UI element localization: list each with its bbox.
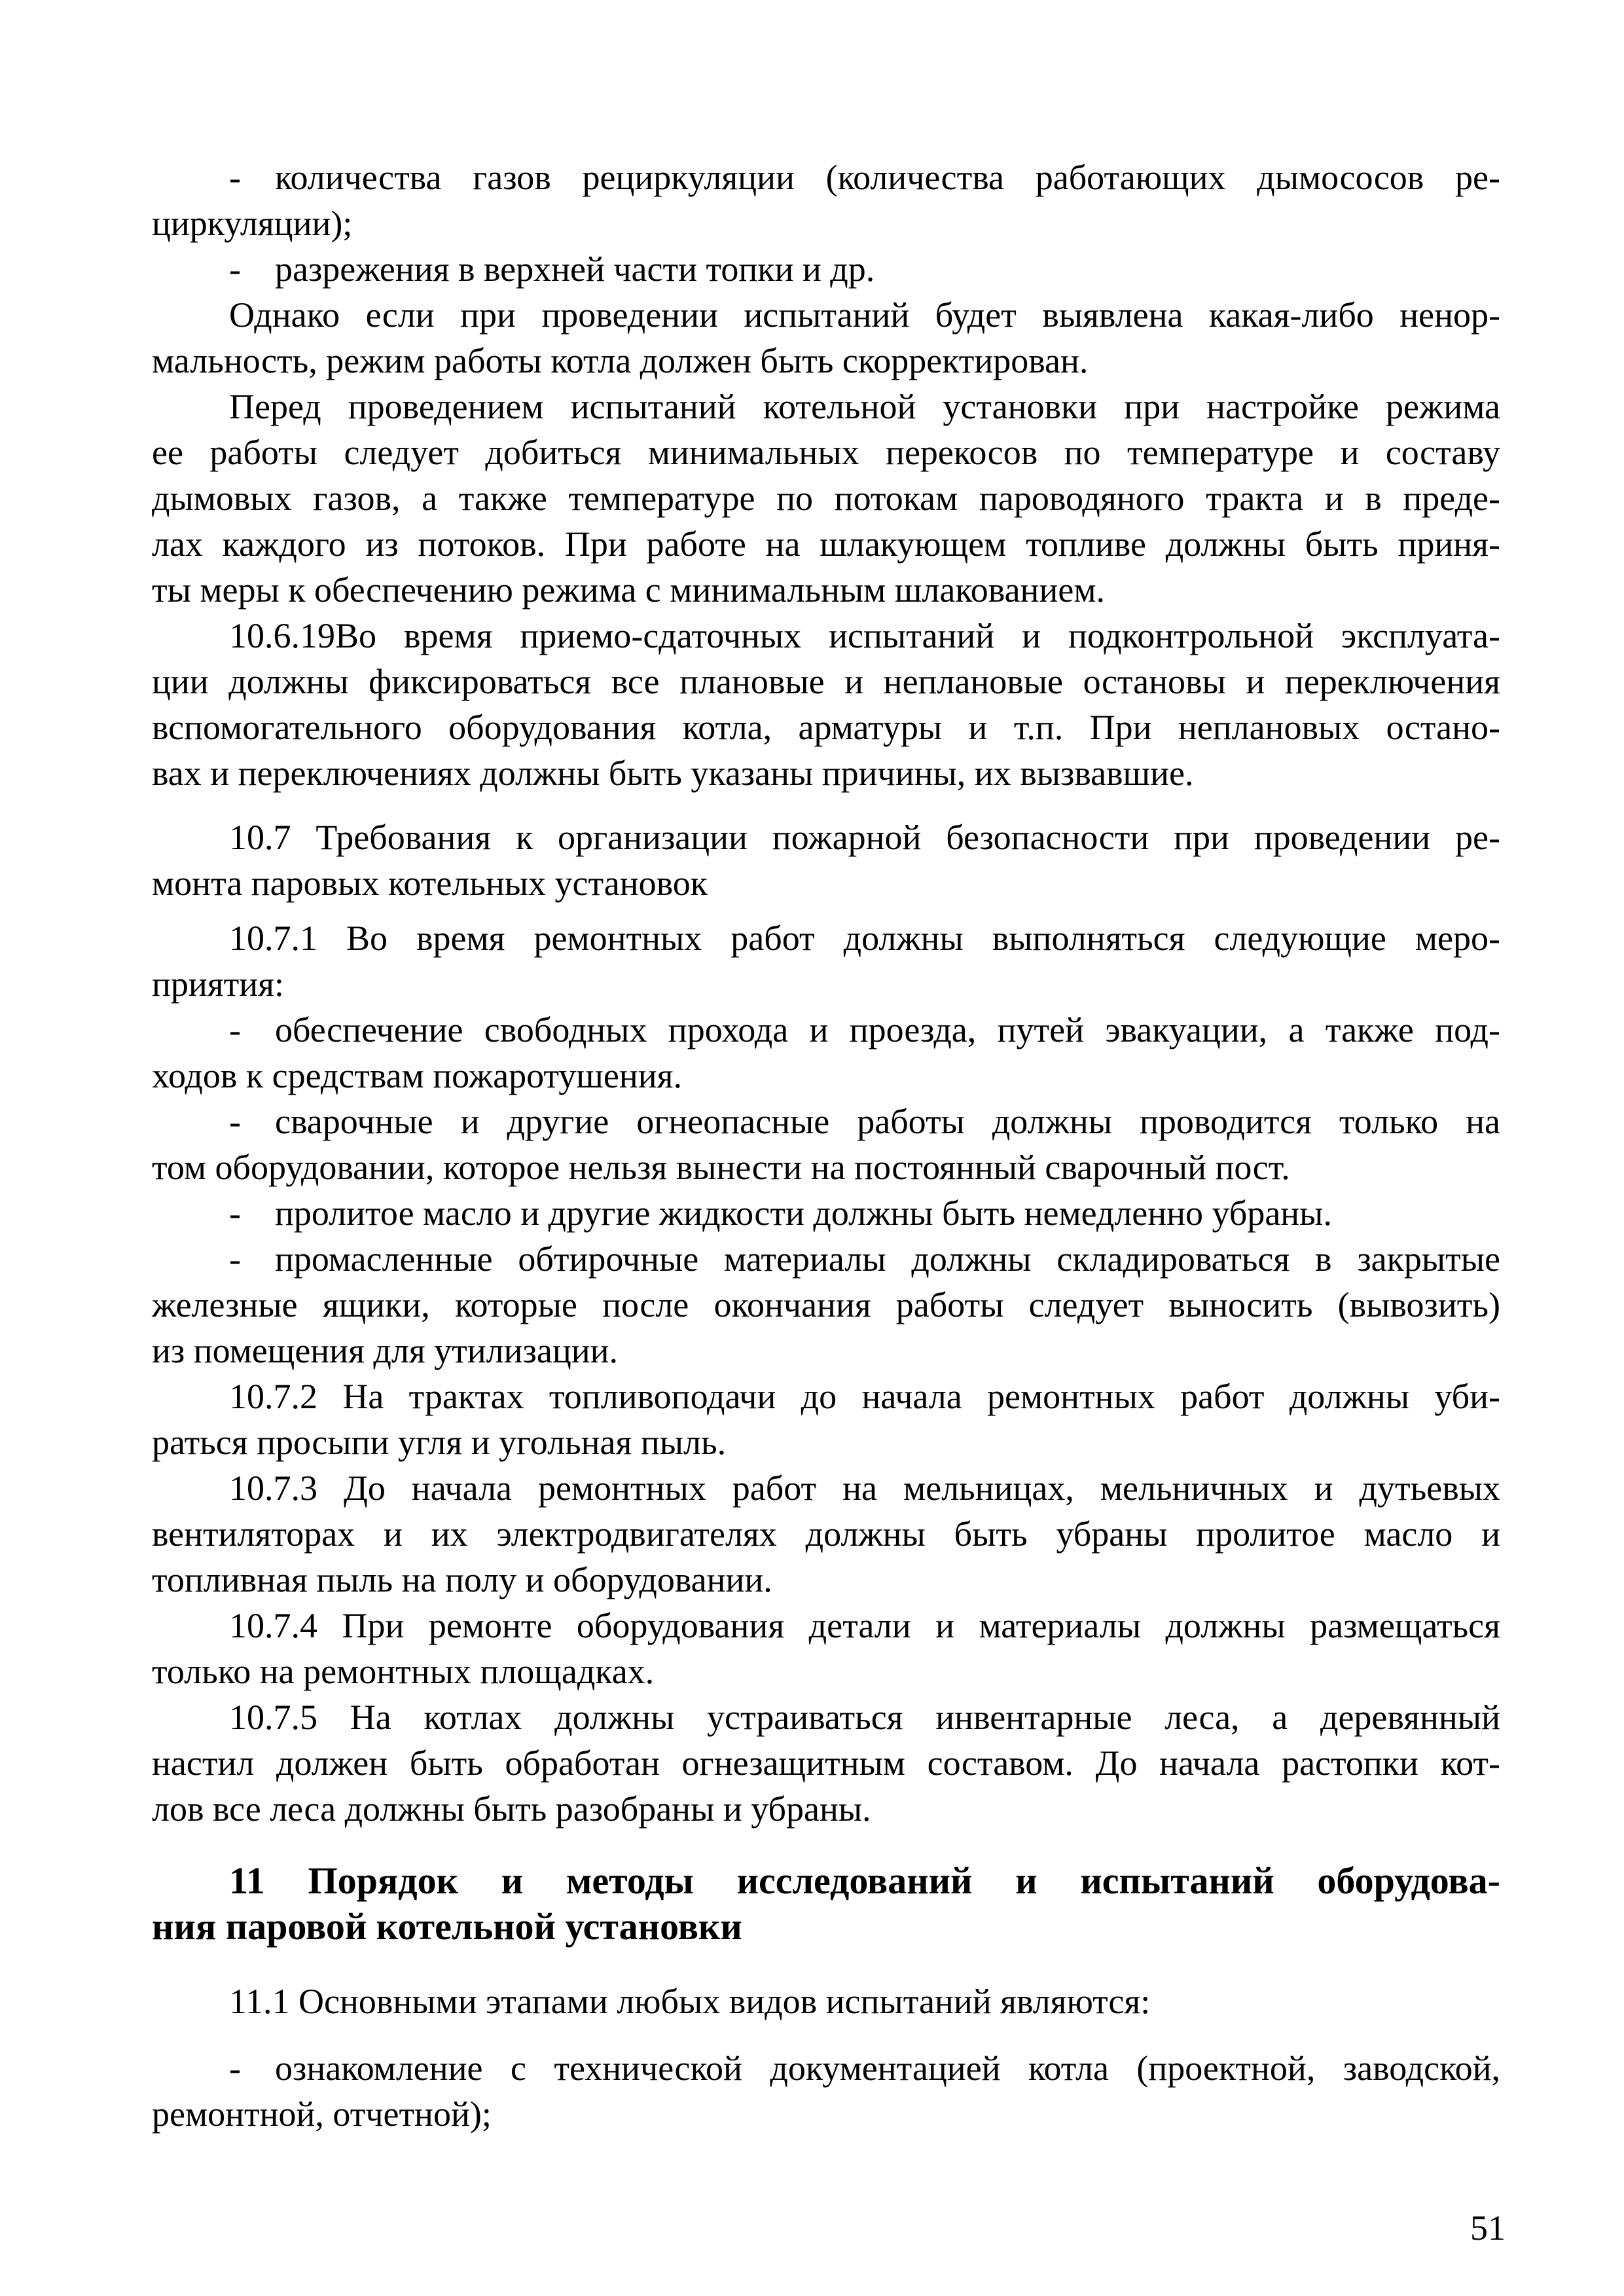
paragraph <box>152 1465 1500 1603</box>
section-heading <box>152 1858 1500 1950</box>
text-line: железные ящики, которые после окончания работы следует выносить (вывозить) <box>152 1285 1500 1324</box>
text-line: ты меры к обеспечению режима с минимальным шлакованием. <box>152 570 1105 610</box>
text-line: из помещения для утилизации. <box>152 1331 619 1370</box>
text-line: вентиляторах и их электродвигателях должны быть убраны пролитое масло и <box>152 1514 1500 1554</box>
list-dash: - <box>229 2049 241 2088</box>
text-line: монта паровых котельных установок <box>152 864 708 903</box>
text-line: Однако если при проведении испытаний будет выявлена какая-либо ненор- <box>229 295 1500 335</box>
text-line: 11 Порядок и методы исследований и испытаний оборудова- <box>229 1859 1500 1902</box>
text-line: ремонтной, отчетной); <box>152 2094 492 2134</box>
text-line: 10.7.4 При ремонте оборудования детали и материалы должны размещаться <box>229 1606 1500 1645</box>
text-line: лов все леса должны быть разобраны и убраны. <box>152 1789 871 1829</box>
paragraph <box>152 1694 1500 1832</box>
text-line: ния паровой котельной установки <box>152 1905 742 1948</box>
text-line: циркуляции); <box>152 204 353 243</box>
text-line: ции должны фиксироваться все плановые и неплановые остановы и переключения <box>152 662 1500 701</box>
text-line: 11.1 Основными этапами любых видов испытаний являются: <box>229 1982 1151 2021</box>
list-dash: - <box>229 1010 241 1049</box>
text-line: ходов к средствам пожаротушения. <box>152 1056 682 1095</box>
text-line: мальность, режим работы котла должен быть скорректирован. <box>152 341 1089 380</box>
paragraph <box>152 1190 1500 1236</box>
text-line: 10.6.19Во время приемо-сдаточных испытаний и подконтрольной эксплуата- <box>229 616 1500 655</box>
text-line: - сварочные и другие огнеопасные работы должны проводится только на <box>152 1099 1500 1144</box>
text-line: - обеспечение свободных прохода и проезда, путей эвакуации, а также под- <box>152 1007 1500 1053</box>
text-line: настил должен быть обработан огнезащитным составом. До начала растопки кот- <box>152 1743 1500 1783</box>
text-line: 10.7.5 На котлах должны устраиваться инвентарные леса, а деревянный <box>229 1698 1500 1737</box>
page-number: 51 <box>1470 2208 1506 2248</box>
paragraph <box>152 384 1500 613</box>
paragraph <box>152 1603 1500 1694</box>
text-line: 10.7.3 До начала ремонтных работ на мельницах, мельничных и дутьевых <box>229 1468 1500 1508</box>
text-line: - промасленные обтирочные материалы должны складироваться в закрытые <box>152 1236 1500 1282</box>
text-line: топливная пыль на полу и оборудовании. <box>152 1560 772 1599</box>
text-line: ее работы следует добиться минимальных перекосов по температуре и составу <box>152 433 1500 472</box>
paragraph <box>152 1236 1500 1374</box>
list-dash: - <box>229 1239 241 1279</box>
paragraph <box>152 814 1500 906</box>
paragraph <box>152 1007 1500 1099</box>
text-line: Перед проведением испытаний котельной установки при настройке режима <box>229 387 1500 426</box>
paragraph <box>152 1374 1500 1465</box>
list-dash: - <box>229 1194 241 1233</box>
text-line: приятия: <box>152 964 284 1004</box>
text-line: - ознакомление с технической документацией котла (проектной, заводской, <box>152 2045 1500 2091</box>
list-dash: - <box>229 158 241 197</box>
text-line: лах каждого из потоков. При работе на шлакующем топливе должны быть приня- <box>152 524 1500 564</box>
paragraph <box>152 155 1500 246</box>
text-line: вспомогательного оборудования котла, арматуры и т.п. При неплановых остано- <box>152 708 1500 747</box>
paragraph <box>152 915 1500 1007</box>
text-line: 10.7.2 На трактах топливоподачи до начала ремонтных работ должны уби- <box>229 1377 1500 1416</box>
paragraph <box>152 1099 1500 1190</box>
text-line: только на ремонтных площадках. <box>152 1652 655 1691</box>
list-dash: - <box>229 1102 241 1141</box>
text-line: - пролитое масло и другие жидкости должны быть немедленно убраны. <box>152 1190 1500 1236</box>
text-line: дымовых газов, а также температуре по потокам пароводяного тракта и в преде- <box>152 479 1500 518</box>
list-dash: - <box>229 249 241 289</box>
text-line: 10.7.1 Во время ремонтных работ должны выполняться следующие меро- <box>229 919 1500 958</box>
paragraph <box>152 1978 1500 2024</box>
text-line: - количества газов рециркуляции (количества работающих дымососов ре- <box>152 155 1500 200</box>
text-line: 10.7 Требования к организации пожарной безопасности при проведении ре- <box>229 818 1500 857</box>
paragraph <box>152 246 1500 292</box>
paragraph <box>152 2045 1500 2137</box>
text-line: вах и переключениях должны быть указаны причины, их вызвавшие. <box>152 754 1194 793</box>
text-line: - разрежения в верхней части топки и др. <box>152 246 1500 292</box>
paragraph <box>152 613 1500 796</box>
document-content <box>152 155 1500 2137</box>
text-line: том оборудовании, которое нельзя вынести на постоянный сварочный пост. <box>152 1148 1290 1187</box>
text-line: раться просыпи угля и угольная пыль. <box>152 1423 727 1462</box>
paragraph <box>152 292 1500 384</box>
